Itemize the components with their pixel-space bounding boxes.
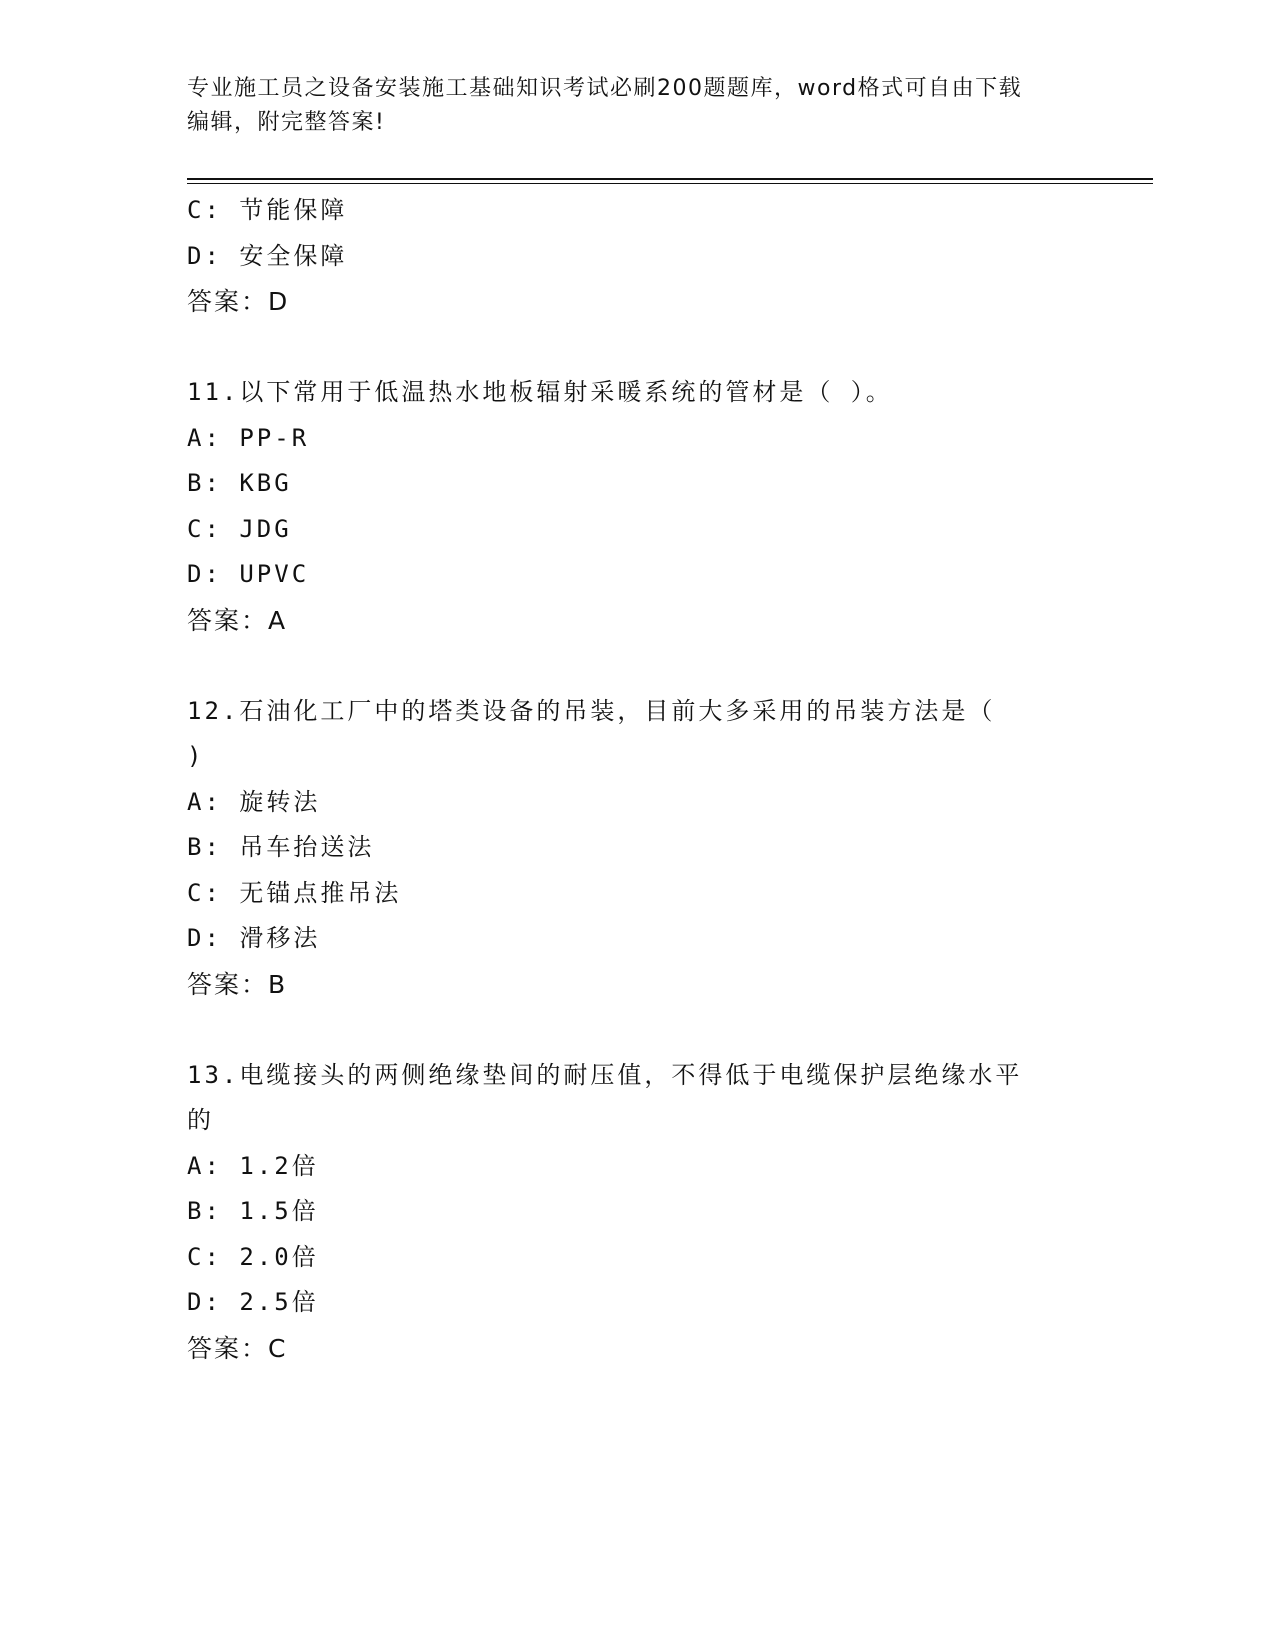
question-stem: 11.以下常用于低温热水地板辐射采暖系统的管材是（ ）。 — [187, 378, 893, 406]
question-11 — [187, 370, 1087, 643]
spacer — [187, 643, 1087, 689]
question-stem-continued: 的 — [187, 1106, 214, 1134]
option-c: C: JDG — [187, 514, 292, 543]
option-a: A: 1.2倍 — [187, 1151, 319, 1180]
option-c: C: 无锚点推吊法 — [187, 878, 402, 907]
option-d: D: 安全保障 — [187, 241, 348, 270]
option-a: A: 旋转法 — [187, 787, 321, 816]
document-header — [187, 72, 1067, 140]
option-b: B: KBG — [187, 469, 292, 497]
header-title-line-2: 编辑，附完整答案! — [187, 110, 386, 135]
question-12 — [187, 689, 1087, 1008]
option-a: A: PP-R — [187, 423, 310, 452]
question-stem-continued: ) — [187, 742, 205, 770]
header-title-line-1: 专业施工员之设备安装施工基础知识考试必刷200题题库，word格式可自由下载 — [187, 76, 1023, 101]
answer-line: 答案：B — [187, 969, 288, 999]
question-stem: 13.电缆接头的两侧绝缘垫间的耐压值，不得低于电缆保护层绝缘水平 — [187, 1060, 1023, 1089]
header-divider-thick — [187, 178, 1153, 180]
option-b: B: 吊车抬送法 — [187, 833, 375, 861]
answer-line: 答案：C — [187, 1333, 288, 1363]
question-stem: 12.石油化工厂中的塔类设备的吊装，目前大多采用的吊装方法是（ — [187, 696, 996, 725]
answer-line: 答案：D — [187, 287, 290, 316]
option-b: B: 1.5倍 — [187, 1197, 319, 1225]
header-divider-thin — [187, 183, 1153, 184]
option-d: D: 2.5倍 — [187, 1288, 319, 1316]
option-d: D: 滑移法 — [187, 924, 321, 952]
option-c: C: 节能保障 — [187, 196, 348, 224]
option-c: C: 2.0倍 — [187, 1242, 319, 1271]
answer-line: 答案：A — [187, 605, 288, 635]
question-13 — [187, 1053, 1087, 1372]
previous-question-tail — [187, 188, 1087, 325]
question-list — [187, 188, 1087, 1371]
spacer — [187, 325, 1087, 371]
spacer — [187, 1007, 1087, 1053]
option-d: D: UPVC — [187, 560, 310, 588]
